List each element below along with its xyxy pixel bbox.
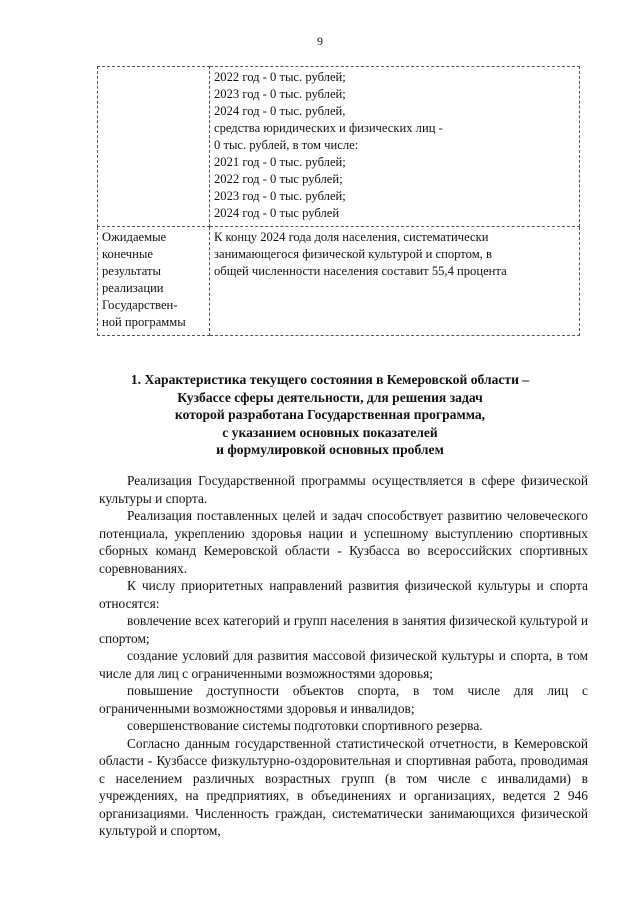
paragraph: Реализация поставленных целей и задач способствует развитию человеческого потенциала, укреплению здоровья нации и успешному выступлению спортивных сборных команд Кемеровской области - Кузбасса во всероссийских спортивных соревнованиях. <box>99 508 588 576</box>
table-label-line: Государствен- <box>102 298 178 312</box>
page-number: 9 <box>317 34 323 48</box>
table-label-cell <box>98 227 210 336</box>
table-value-cell <box>210 67 580 227</box>
section-heading <box>80 371 580 459</box>
heading-line: с указанием основных показателей <box>222 424 438 440</box>
table-line: 2022 год - 0 тыс. рублей; <box>214 70 346 84</box>
table-line: К концу 2024 года доля населения, систематически <box>214 230 489 244</box>
table-label-line: конечные <box>102 247 153 261</box>
paragraph: совершенствование системы подготовки спортивного резерва. <box>127 718 483 733</box>
program-info-table <box>97 66 580 336</box>
table-label-line: реализации <box>102 281 164 295</box>
paragraph: К числу приоритетных направлений развития физической культуры и спорта относятся: <box>99 578 588 611</box>
heading-line: Кузбассе сферы деятельности, для решения задач <box>177 389 483 405</box>
table-line: 2024 год - 0 тыс рублей <box>214 206 340 220</box>
heading-line: которой разработана Государственная программа, <box>174 407 486 423</box>
table-line: занимающегося физической культурой и спортом, в <box>214 247 492 261</box>
paragraph: создание условий для развития массовой физической культуры и спорта, в том числе для лиц с ограниченными возможностями здоровья; <box>99 648 588 681</box>
body-text <box>99 472 588 840</box>
table-line: 2021 год - 0 тыс. рублей; <box>214 155 346 169</box>
table-row <box>98 67 580 227</box>
table-label-line: результаты <box>102 264 161 278</box>
paragraph: вовлечение всех категорий и групп населения в занятия физической культурой и спортом; <box>99 613 588 646</box>
table-line: 2023 год - 0 тыс. рублей; <box>214 189 346 203</box>
paragraph: Согласно данным государственной статистической отчетности, в Кемеровской области - Кузбассе физкультурно-оздоровительная и спортивная работа, проводимая с населением различных возрастных групп (в том числе с инвалидами) в учреждениях, на предприятиях, в объединениях и организациях, ведется 2 946 организациями. Численность граждан, систематически занимающихся физической культурой и спортом, <box>99 735 588 838</box>
table-line: 2024 год - 0 тыс. рублей, <box>214 104 346 118</box>
table-line: общей численности населения составит 55,4 процента <box>214 264 507 278</box>
paragraph: Реализация Государственной программы осуществляется в сфере физической культуры и спорта. <box>99 473 588 506</box>
table-value-cell <box>210 227 580 336</box>
table-line: 2022 год - 0 тыс рублей; <box>214 172 343 186</box>
table-row <box>98 227 580 336</box>
heading-line: 1. Характеристика текущего состояния в Кемеровской области – <box>130 372 530 387</box>
table-line: 0 тыс. рублей, в том числе: <box>214 138 359 152</box>
table-label-line: ной программы <box>102 315 186 329</box>
heading-line: и формулировкой основных проблем <box>216 442 444 458</box>
table-label-line: Ожидаемые <box>102 230 167 244</box>
table-line: 2023 год - 0 тыс. рублей; <box>214 87 346 101</box>
paragraph: повышение доступности объектов спорта, в том числе для лиц с ограниченными возможностями здоровья и инвалидов; <box>99 683 588 716</box>
table-label-cell <box>98 67 210 227</box>
table-line: средства юридических и физических лиц - <box>214 121 443 135</box>
